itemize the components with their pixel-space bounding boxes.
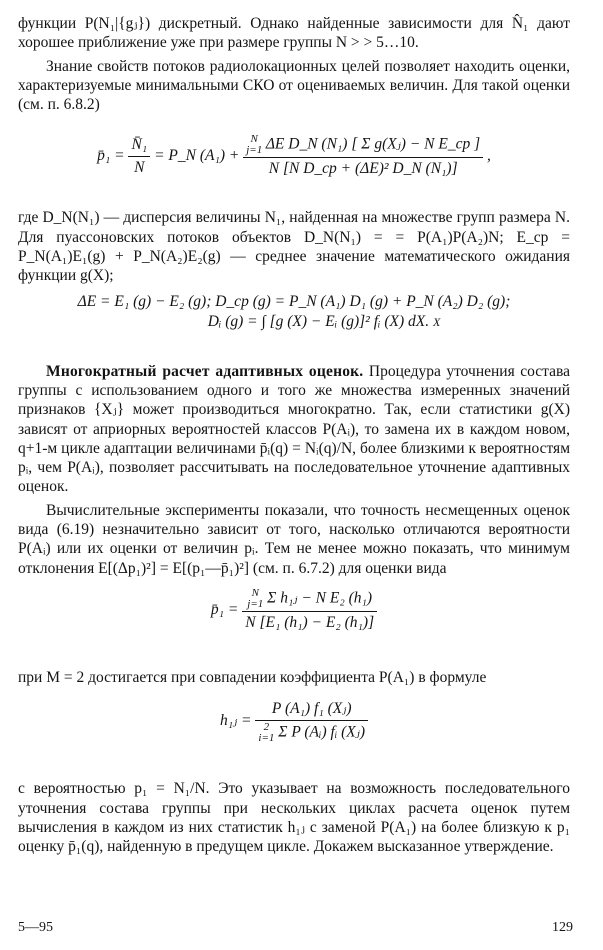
formula-4-frac [255, 699, 368, 744]
formula-4-den-text: Σ P (Aᵢ) fᵢ (Xⱼ) [278, 723, 366, 741]
formula-1-sum-bot: j=1 [246, 144, 263, 157]
formula-2-line-1: ΔE = E₁ (g) − E₂ (g); D_ср (g) = P_N (A₁) D₁ (g) + P_N (A₂) D₂ (g); [77, 292, 511, 310]
formula-3-sum [247, 588, 263, 610]
paragraph-3-text: Процедура уточнения состава группы с использованием одного и того же множества измеренных значений признаков {Xⱼ} может производиться многократно. Так, если статистики g(X) зависят от априорных вероятностей классов P(Aᵢ), то замена их в каждом новом, q+1-м цикле адаптации величинами p̄ᵢ(q) = Nᵢ(q)/N, более близкими к вероятностям pᵢ, чем P(Aᵢ), позволяет рассчитывать на последовательное уточнение адаптивных оценок. [18, 362, 570, 496]
formula-3-frac [242, 588, 377, 633]
formula-1-frac-a [128, 135, 150, 178]
formula-3-num [242, 588, 377, 612]
paragraph-1: Знание свойств потоков радиолокационных целей позволяет находить оценки, характеризуемые минимальными СКО от оцениваемых величин. Для такой оценки (см. п. 6.8.2) [18, 57, 570, 114]
paragraph-5: при M = 2 достигается при совпадении коэффициента P(A₁) в формуле [18, 668, 487, 686]
formula-3-num-text: Σ h₁ⱼ − N E₂ (h₁) [267, 589, 373, 607]
formula-1-frac-b-num [243, 134, 483, 158]
formula-4-sum-bot: i=1 [258, 732, 275, 745]
formula-4-lhs: h₁ⱼ = [219, 712, 256, 730]
formula-1-frac-a-den: N [134, 159, 145, 177]
formula-3-den: N [E₁ (h₁) − E₂ (h₁)] [245, 613, 375, 631]
formula-1-tail: , [487, 147, 491, 165]
formula-2-int-sub: X [432, 314, 441, 329]
formula-2-line-2: Dᵢ (g) = ∫ [g (X) − Eᵢ (g)]² fᵢ (X) dX. [207, 312, 430, 330]
page-number: 129 [552, 920, 573, 935]
formula-2-line-2-wrap [18, 312, 570, 332]
section-heading: Многократный расчет адаптивных оценок. [46, 362, 364, 380]
formula-1-frac-b [243, 134, 483, 179]
formula-4-sum-top: 2 [263, 721, 270, 734]
formula-1-lhs: p̄₁ = [97, 147, 129, 165]
formula-3-sum-top: N [251, 586, 259, 599]
formula-1-mid: = P_N (A₁) + [154, 147, 244, 165]
formula-estimate-form [18, 580, 570, 658]
paragraph-2: где D_N(N₁) — дисперсия величины N₁, найденная на множестве групп размера N. Для пуассоновских потоков объектов D_N(N₁) = = P(A₁)P(A₂)N; E_ср = P_N(A₁)E₁(g) + P_N(A₂)E₂(g) — среднее значение математического ожидания функции g(X); [18, 209, 570, 285]
formula-h1j [18, 689, 570, 767]
formula-estimate-p1 [18, 120, 570, 200]
paragraph-6: с вероятностью p₁ = N₁/N. Это указывает на возможность последовательного уточнения состава группы при нескольких циклах расчета оценок путем вычисления в каждом из них статистик h₁ⱼ с заменой P(A₁) на более близкую к p₁ оценку p̄₁(q), найденную в предущем цикле. Докажем высказанное утверждение. [18, 780, 570, 856]
paragraph-3 [18, 362, 570, 497]
paragraph-4: Вычислительные эксперименты показали, что точность несмещенных оценок вида (6.19) незначительно зависит от того, насколько отличаются вероятности P(Aᵢ) или их оценки от величин pᵢ. Тем не менее можно показать, что минимум отклонения E[(Δp₁)²] = E[(p₁—p̄₁)²] (см. п. 6.7.2) для оценки вида [18, 501, 570, 577]
formula-delta-e [18, 292, 570, 348]
formula-3-lhs: p̄₁ = [210, 601, 243, 618]
formula-4-num: P (A₁) f₁ (Xⱼ) [255, 699, 368, 721]
paragraph-0: функции P(N₁|{gⱼ}) дискретный. Однако найденные зависимости для N̂₁ дают хорошее приближение уже при размере группы N > > 5…10. [18, 15, 570, 52]
formula-3-sum-bot: j=1 [247, 597, 264, 610]
page-body [18, 14, 570, 856]
signature-mark: 5—95 [18, 920, 53, 935]
formula-1-frac-a-num: N̄₁ [128, 135, 150, 157]
formula-1-frac-b-den: N [N D_ср + (ΔE)² D_N (N₁)] [268, 160, 458, 178]
formula-4-sum [258, 722, 274, 744]
formula-1-sum [246, 134, 262, 156]
formula-1-frac-b-num-text: ΔE D_N (N₁) [ Σ g(Xⱼ) − N E_ср ] [265, 136, 481, 154]
formula-1-sum-top: N [250, 133, 258, 146]
formula-4-den [255, 721, 368, 744]
